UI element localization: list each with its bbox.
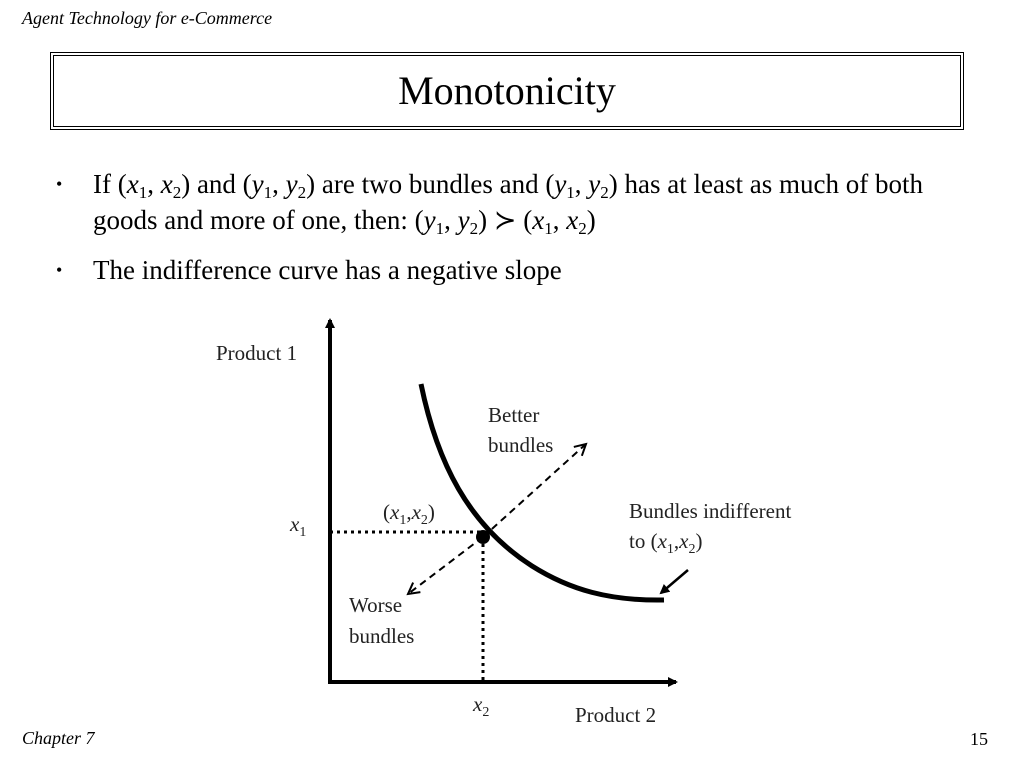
footer-chapter: Chapter 7 — [22, 728, 95, 748]
var-x: x — [160, 169, 173, 199]
text-part: ) — [586, 205, 596, 235]
header-text: Agent Technology for e-Commerce — [22, 8, 273, 28]
var-y: y — [251, 169, 264, 199]
subscript: 2 — [297, 183, 307, 202]
indifferent-label-line1: Bundles indifferent — [629, 499, 792, 523]
var-y: y — [457, 205, 470, 235]
subscript: 2 — [172, 183, 182, 202]
bullet-dot-icon: • — [56, 260, 63, 280]
better-bundles-label-line1: Better — [488, 403, 540, 427]
var-y: y — [423, 205, 436, 235]
var-x: x — [532, 205, 545, 235]
subscript: 2 — [600, 183, 609, 202]
worse-bundles-label-line1: Worse — [349, 593, 403, 617]
y-tick-x1: $x_1$ — [290, 512, 307, 540]
subscript: 1 — [566, 183, 575, 202]
text-part: ) and ( — [181, 169, 252, 199]
var-y: y — [285, 169, 298, 199]
better-bundles-arrow — [483, 444, 586, 537]
indifferent-label-line2: to $(x_1,x_2)$ — [629, 529, 703, 557]
worse-bundles-label-line2: bundles — [349, 624, 415, 648]
text-part: , — [444, 205, 458, 235]
subscript: 1 — [435, 219, 445, 238]
text-part: , — [147, 169, 161, 199]
x-axis-label: Product 2 — [575, 703, 657, 727]
text-part: ) — [478, 205, 494, 235]
text-part: ) has at least as much of both goods and more of one, then: ( — [93, 169, 923, 235]
bundle-point — [476, 530, 490, 544]
text-part: ( — [516, 205, 533, 235]
subscript: 2 — [469, 219, 479, 238]
var-y: y — [588, 169, 601, 199]
x-tick-x2: $x_2$ — [473, 692, 490, 720]
subscript: 1 — [138, 183, 148, 202]
var-x: x — [126, 169, 139, 199]
point-label: $(x_1,x_2)$ — [383, 500, 435, 528]
text-part: , — [574, 169, 589, 199]
bullet-text: The indifference curve has a negative slope — [93, 255, 562, 285]
subscript: 2 — [578, 219, 587, 238]
bullet-dot-icon: • — [56, 174, 63, 194]
var-y: y — [554, 169, 567, 199]
var-x: x — [566, 205, 579, 235]
slide-title: Monotonicity — [398, 68, 616, 113]
text-part: If ( — [93, 169, 127, 199]
strict-preference-symbol: ≻ — [493, 205, 517, 235]
y-axis-label: Product 1 — [216, 341, 298, 365]
indifferent-pointer-arrow — [661, 570, 688, 593]
subscript: 1 — [544, 219, 553, 238]
better-bundles-label-line2: bundles — [488, 433, 554, 457]
page-number: 15 — [970, 729, 988, 749]
text-part: , — [552, 205, 567, 235]
subscript: 1 — [263, 183, 273, 202]
text-part: ) are two bundles and ( — [306, 169, 555, 199]
worse-bundles-arrow — [408, 537, 483, 594]
text-part: , — [272, 169, 286, 199]
indifference-curve — [421, 384, 664, 600]
